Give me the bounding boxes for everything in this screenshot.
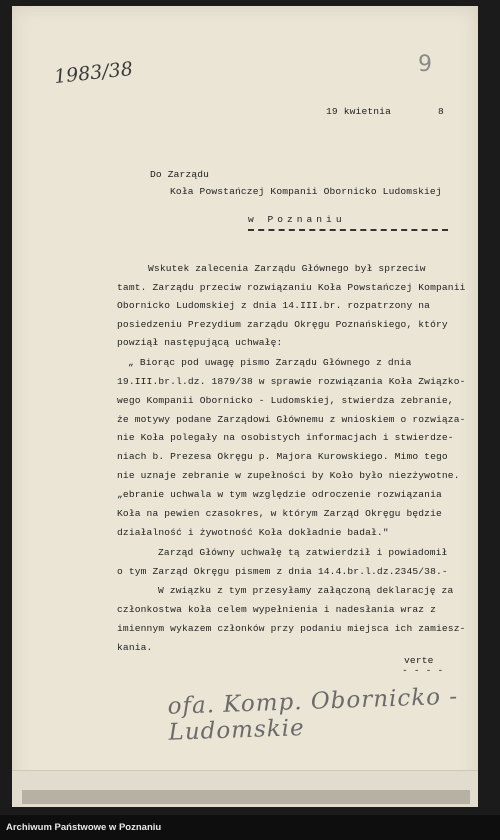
- body-line: W związku z tym przesyłamy załączoną deklarację za: [158, 585, 454, 596]
- city-underline: [248, 229, 448, 233]
- addressee-line-2: Koła Powstańczej Kompanii Obornicko Ludomskiej: [170, 186, 442, 197]
- handwritten-signature: ofa. Komp. Obornicko - Ludomskie: [167, 683, 459, 746]
- body-line: niach b. Prezesa Okręgu p. Majora Kurowskiego. Mimo tego: [117, 451, 448, 462]
- body-line: 19.III.br.l.dz. 1879/38 w sprawie rozwiązania Koła Związko-: [117, 376, 466, 387]
- body-line: posiedzeniu Prezydium zarządu Okręgu Poznańskiego, który: [117, 319, 448, 330]
- body-line: o tym Zarząd Okręgu pismem z dnia 14.4.br.l.dz.2345/38.-: [117, 566, 448, 577]
- body-line: kania.: [117, 642, 153, 653]
- verte-label: verte: [404, 655, 434, 666]
- body-line: tamt. Zarządu przeciw rozwiązaniu Koła Powstańczej Kompanii: [117, 282, 466, 293]
- body-line: nie uznaje zebranie w zupełności by Koło było niezżywotne.: [117, 470, 460, 481]
- body-line: członkostwa koła celem wypełnienia i nadesłania wraz z: [117, 604, 436, 615]
- folder-edge: [22, 790, 470, 804]
- body-line: Zarząd Główny uchwałę tą zatwierdził i powiadomił: [158, 547, 448, 558]
- body-line: powziął następującą uchwałę:: [117, 337, 283, 348]
- body-line: Koła na pewien czasokres, w którym Zarząd Okręgu będzie: [117, 508, 442, 519]
- body-line: imiennym wykazem członków przy podaniu miejsca ich zamiesz-: [117, 623, 466, 634]
- body-line: Obornicko Ludomskiej z dnia 14.III.br. rozpatrzony na: [117, 300, 431, 311]
- addressee-city: w Poznaniu: [248, 214, 346, 225]
- body-line: Wskutek zalecenia Zarządu Głównego był sprzeciw: [148, 263, 426, 274]
- body-line: działalność i żywotność Koła dokładnie badał.": [117, 527, 389, 538]
- document-date: 19 kwietnia: [326, 106, 391, 117]
- body-line: nie Koła polegały na osobistych informacjach i stwierdze-: [117, 432, 454, 443]
- handwritten-reference: 1983/38: [53, 57, 134, 89]
- body-line: „ebranie uchwala w tym względzie odroczenie rozwiązania: [117, 489, 442, 500]
- document-date-suffix: 8: [438, 106, 444, 117]
- body-line: „ Biorąc pod uwagę pismo Zarządu Głównego z dnia: [128, 357, 412, 368]
- body-line: że motywy podane Zarządowi Głównemu z wnioskiem o rozwiąza-: [117, 414, 466, 425]
- folio-number: 9: [418, 52, 432, 77]
- body-line: wego Kompanii Obornicko - Ludomskiej, stwierdza zebranie,: [117, 395, 454, 406]
- verte-dashes: - - - -: [402, 665, 444, 676]
- addressee-line-1: Do Zarządu: [150, 169, 210, 180]
- archive-footer: Archiwum Państwowe w Poznaniu: [0, 815, 500, 840]
